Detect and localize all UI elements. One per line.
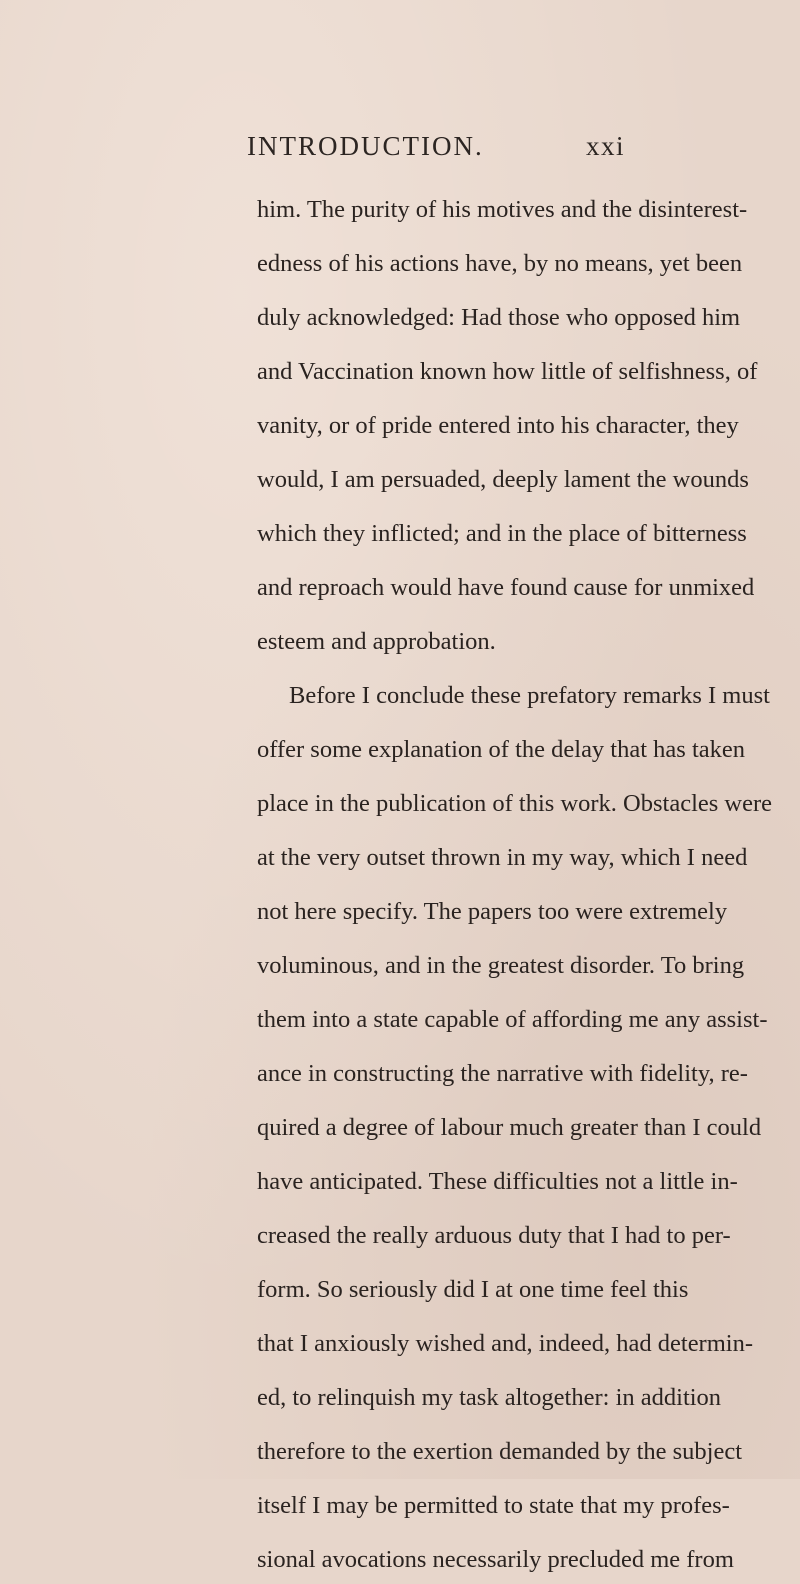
text-line: which they inflicted; and in the place of bitterness [257,520,747,547]
text-line: not here specify. The papers too were extremely [257,898,728,925]
text-line: at the very outset thrown in my way, which I need [257,844,748,871]
text-line: would, I am persuaded, deeply lament the wounds [257,466,749,493]
text-line: creased the really arduous duty that I had to per- [257,1222,731,1249]
text-line: sional avocations necessarily precluded me from [257,1546,734,1573]
text-line: therefore to the exertion demanded by the subject [257,1438,743,1465]
text-line: them into a state capable of affording me any assist- [257,1006,768,1033]
text-line: Before I conclude these prefatory remarks I must [289,682,770,709]
text-line: have anticipated. These difficulties not a little in- [257,1168,738,1195]
text-line: esteem and approbation. [257,628,496,655]
text-line: duly acknowledged: Had those who opposed him [257,304,741,331]
text-line: voluminous, and in the greatest disorder. To bring [257,952,745,979]
text-line: form. So seriously did I at one time feel this [257,1276,689,1303]
text-line: that I anxiously wished and, indeed, had determin- [257,1330,753,1357]
text-line: quired a degree of labour much greater than I could [257,1114,762,1141]
text-line: him. The purity of his motives and the disinterest- [257,196,748,223]
text-line: ance in constructing the narrative with fidelity, re- [257,1060,748,1087]
running-head [0,131,800,171]
page-number: xxi [585,131,625,161]
text-line: vanity, or of pride entered into his character, they [257,412,739,439]
text-line: and reproach would have found cause for unmixed [257,574,755,601]
text-line: itself I may be permitted to state that my profes- [257,1492,730,1519]
text-line: and Vaccination known how little of selfishness, of [257,358,758,385]
text-line: place in the publication of this work. Obstacles were [257,790,773,817]
running-title: INTRODUCTION. [247,131,484,161]
text-line: edness of his actions have, by no means, yet been [257,250,743,277]
text-line: offer some explanation of the delay that has taken [257,736,746,763]
text-line: ed, to relinquish my task altogether: in addition [257,1384,722,1411]
